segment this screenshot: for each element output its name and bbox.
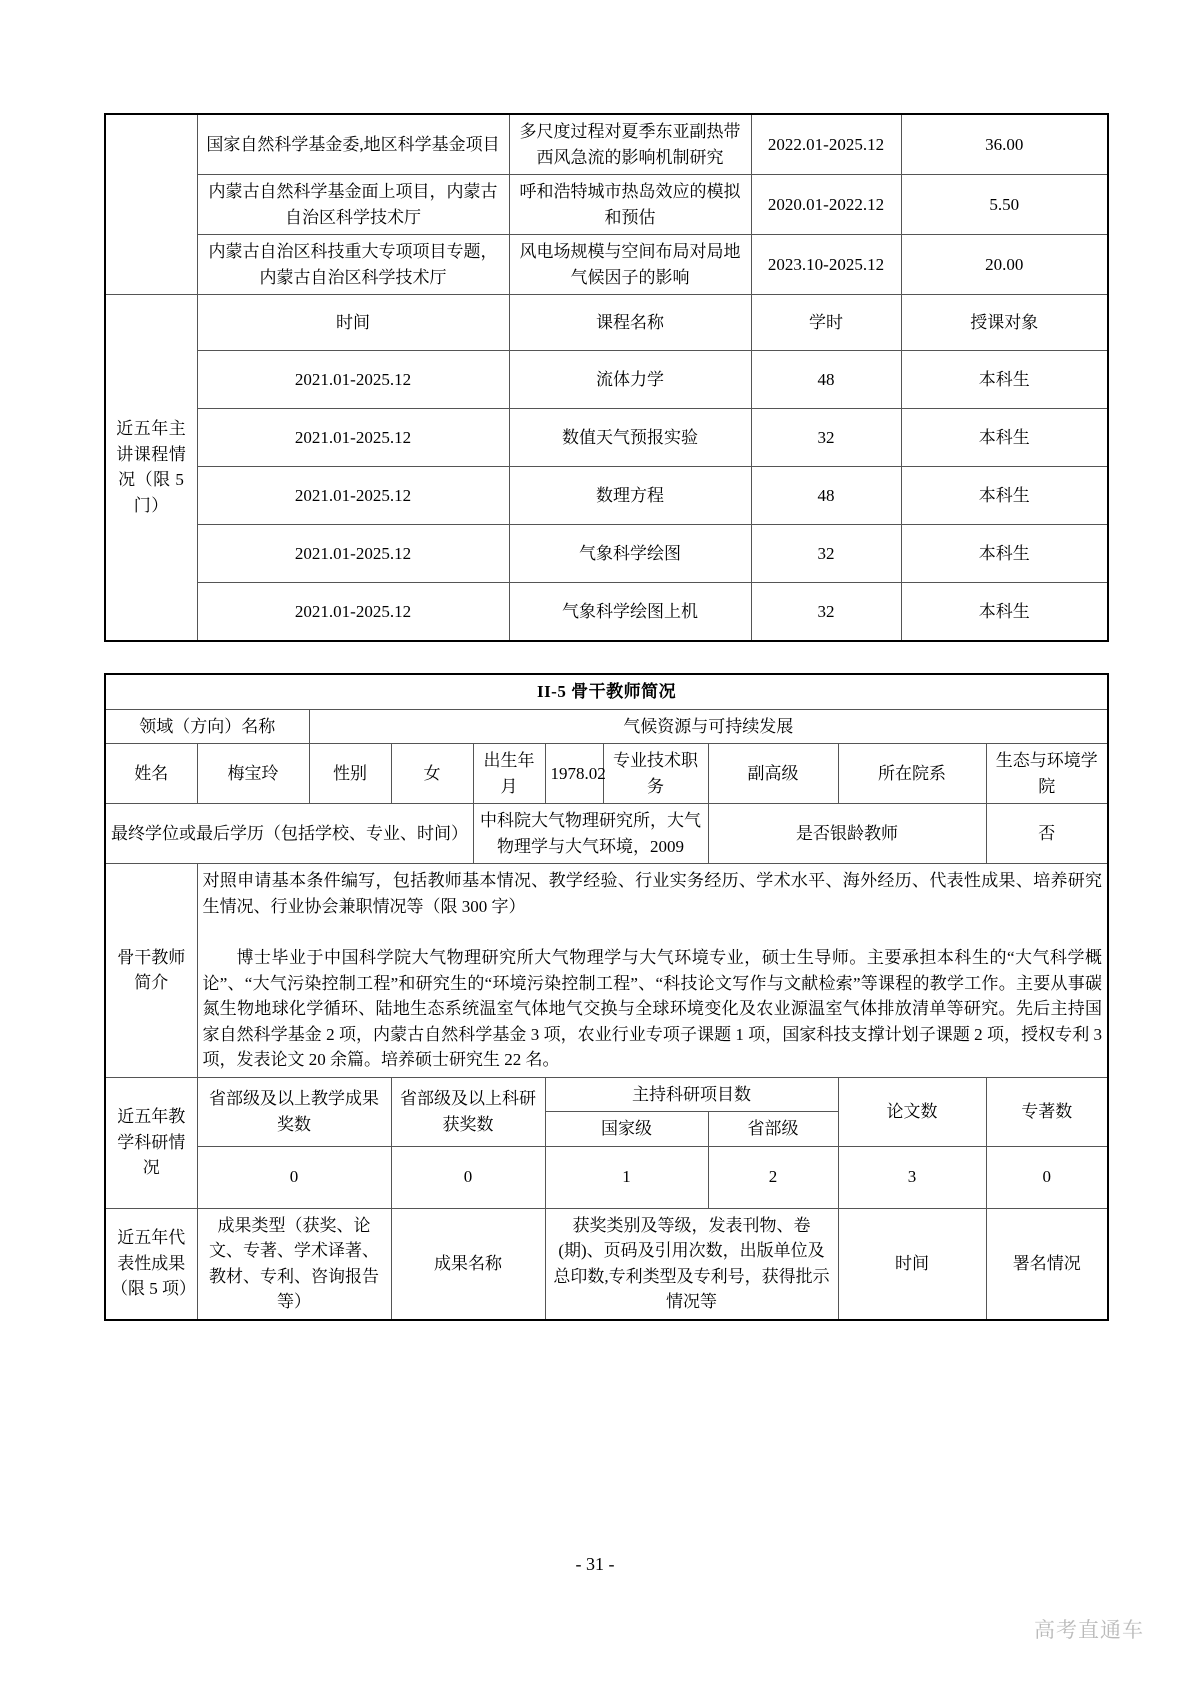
project-title: 多尺度过程对夏季东亚副热带西风急流的影响机制研究 — [509, 114, 751, 175]
section-title: II-5 骨干教师简况 — [105, 674, 1108, 709]
project-period: 2020.01-2022.12 — [751, 175, 901, 235]
course-time: 2021.01-2025.12 — [197, 409, 509, 467]
course-audience: 本科生 — [901, 467, 1108, 525]
course-time: 2021.01-2025.12 — [197, 467, 509, 525]
teacher-profile-table — [104, 673, 1109, 1321]
bio-content-cell — [197, 864, 1108, 1078]
project-title: 呼和浩特城市热岛效应的模拟和预估 — [509, 175, 751, 235]
degree-row — [105, 804, 1108, 864]
stats-value-provincial: 2 — [708, 1146, 838, 1208]
achievements-header-name: 成果名称 — [391, 1208, 545, 1320]
table-row — [105, 409, 1108, 467]
gender-label: 性别 — [309, 744, 391, 804]
course-audience: 本科生 — [901, 409, 1108, 467]
stats-header-row-1 — [105, 1077, 1108, 1112]
degree-label: 最终学位或最后学历（包括学校、专业、时间） — [105, 804, 473, 864]
stats-value-teaching-awards: 0 — [197, 1146, 391, 1208]
field-row — [105, 709, 1108, 744]
table-row — [105, 467, 1108, 525]
courses-header-name: 课程名称 — [509, 295, 751, 351]
course-time: 2021.01-2025.12 — [197, 351, 509, 409]
stats-value-national: 1 — [545, 1146, 708, 1208]
course-name: 数理方程 — [509, 467, 751, 525]
silver-teacher-label: 是否银龄教师 — [708, 804, 986, 864]
course-name: 数值天气预报实验 — [509, 409, 751, 467]
stats-row-label: 近五年教学科研情况 — [105, 1077, 197, 1208]
project-amount: 36.00 — [901, 114, 1108, 175]
stats-header-papers: 论文数 — [838, 1077, 986, 1146]
courses-header-audience: 授课对象 — [901, 295, 1108, 351]
degree-value: 中科院大气物理研究所，大气物理学与大气环境，2009 — [473, 804, 708, 864]
stats-header-research-awards: 省部级及以上科研获奖数 — [391, 1077, 545, 1146]
course-hours: 48 — [751, 467, 901, 525]
professional-title-value: 副高级 — [708, 744, 838, 804]
project-amount: 5.50 — [901, 175, 1108, 235]
bio-row-label: 骨干教师简介 — [105, 864, 197, 1078]
identity-row — [105, 744, 1108, 804]
gender-value: 女 — [391, 744, 473, 804]
projects-row-spacer — [105, 114, 197, 295]
course-name: 气象科学绘图 — [509, 525, 751, 583]
page-number: - 31 - — [575, 1554, 615, 1574]
projects-and-courses-table — [104, 113, 1109, 642]
course-name: 流体力学 — [509, 351, 751, 409]
achievements-header-row — [105, 1208, 1108, 1320]
birth-value: 1978.02 — [545, 744, 603, 804]
project-period: 2022.01-2025.12 — [751, 114, 901, 175]
watermark: 高考直通车 — [1034, 1618, 1144, 1642]
table-row — [105, 175, 1108, 235]
project-source: 内蒙古自然科学基金面上项目，内蒙古自治区科学技术厅 — [197, 175, 509, 235]
table-row — [105, 351, 1108, 409]
achievements-header-type: 成果类型（获奖、论文、专著、学术译著、教材、专利、咨询报告等） — [197, 1208, 391, 1320]
course-hours: 48 — [751, 351, 901, 409]
courses-header-time: 时间 — [197, 295, 509, 351]
stats-header-teaching-awards: 省部级及以上教学成果奖数 — [197, 1077, 391, 1146]
course-audience: 本科生 — [901, 583, 1108, 641]
stats-value-research-awards: 0 — [391, 1146, 545, 1208]
course-hours: 32 — [751, 409, 901, 467]
field-value: 气候资源与可持续发展 — [309, 709, 1108, 744]
achievements-header-detail: 获奖类别及等级，发表刊物、卷(期)、页码及引用次数，出版单位及总印数,专利类型及专利号，获得批示情况等 — [545, 1208, 838, 1320]
course-audience: 本科生 — [901, 351, 1108, 409]
courses-header-hours: 学时 — [751, 295, 901, 351]
project-source: 国家自然科学基金委,地区科学基金项目 — [197, 114, 509, 175]
birth-label: 出生年月 — [473, 744, 545, 804]
courses-section-label: 近五年主讲课程情况（限 5 门） — [105, 295, 197, 641]
project-period: 2023.10-2025.12 — [751, 235, 901, 295]
bio-row — [105, 864, 1108, 1078]
courses-header-row — [105, 295, 1108, 351]
name-label: 姓名 — [105, 744, 197, 804]
course-name: 气象科学绘图上机 — [509, 583, 751, 641]
section-title-row — [105, 674, 1108, 709]
course-time: 2021.01-2025.12 — [197, 525, 509, 583]
stats-value-row — [105, 1146, 1108, 1208]
project-source: 内蒙古自治区科技重大专项项目专题，内蒙古自治区科学技术厅 — [197, 235, 509, 295]
bio-instruction: 对照申请基本条件编写，包括教师基本情况、教学经验、行业实务经历、学术水平、海外经历、代表性成果、培养研究生情况、行业协会兼职情况等（限 300 字） — [202, 871, 1103, 916]
professional-title-label: 专业技术职 务 — [603, 744, 708, 804]
department-label: 所在院系 — [838, 744, 986, 804]
table-row — [105, 525, 1108, 583]
stats-header-national: 国家级 — [545, 1112, 708, 1147]
course-time: 2021.01-2025.12 — [197, 583, 509, 641]
stats-header-projects-group: 主持科研项目数 — [545, 1077, 838, 1112]
stats-value-papers: 3 — [838, 1146, 986, 1208]
field-label: 领域（方向）名称 — [105, 709, 309, 744]
table-row — [105, 583, 1108, 641]
table-row — [105, 235, 1108, 295]
bio-paragraph: 博士毕业于中国科学院大气物理研究所大气物理学与大气环境专业，硕士生导师。主要承担本科生的“大气科学概论”、“大气污染控制工程”和研究生的“环境污染控制工程”、“科技论文写作与文献检索”等课程的教学工作。主要从事碳氮生物地球化学循环、陆地生态系统温室气体地气交换与全球环境变化及农业源温室气体排放清单等研究。先后主持国家自然科学基金 2 项，内蒙古自然科学基金 3 项，农业行业专项子课题 1 项，国家科技支撑计划子课题 2 项，授权专利 3 项，发表论文 20 余篇。培养硕士研究生 22 名。 — [202, 948, 1103, 1069]
stats-header-provincial: 省部级 — [708, 1112, 838, 1147]
stats-value-monographs: 0 — [986, 1146, 1108, 1208]
project-amount: 20.00 — [901, 235, 1108, 295]
silver-teacher-value: 否 — [986, 804, 1108, 864]
name-value: 梅宝玲 — [197, 744, 309, 804]
achievements-header-signature: 署名情况 — [986, 1208, 1108, 1320]
achievements-row-label: 近五年代表性成果（限 5 项） — [105, 1208, 197, 1320]
achievements-header-time: 时间 — [838, 1208, 986, 1320]
course-hours: 32 — [751, 525, 901, 583]
project-title: 风电场规模与空间布局对局地气候因子的影响 — [509, 235, 751, 295]
course-hours: 32 — [751, 583, 901, 641]
department-value: 生态与环境学院 — [986, 744, 1108, 804]
stats-header-monographs: 专著数 — [986, 1077, 1108, 1146]
course-audience: 本科生 — [901, 525, 1108, 583]
table-row — [105, 114, 1108, 175]
